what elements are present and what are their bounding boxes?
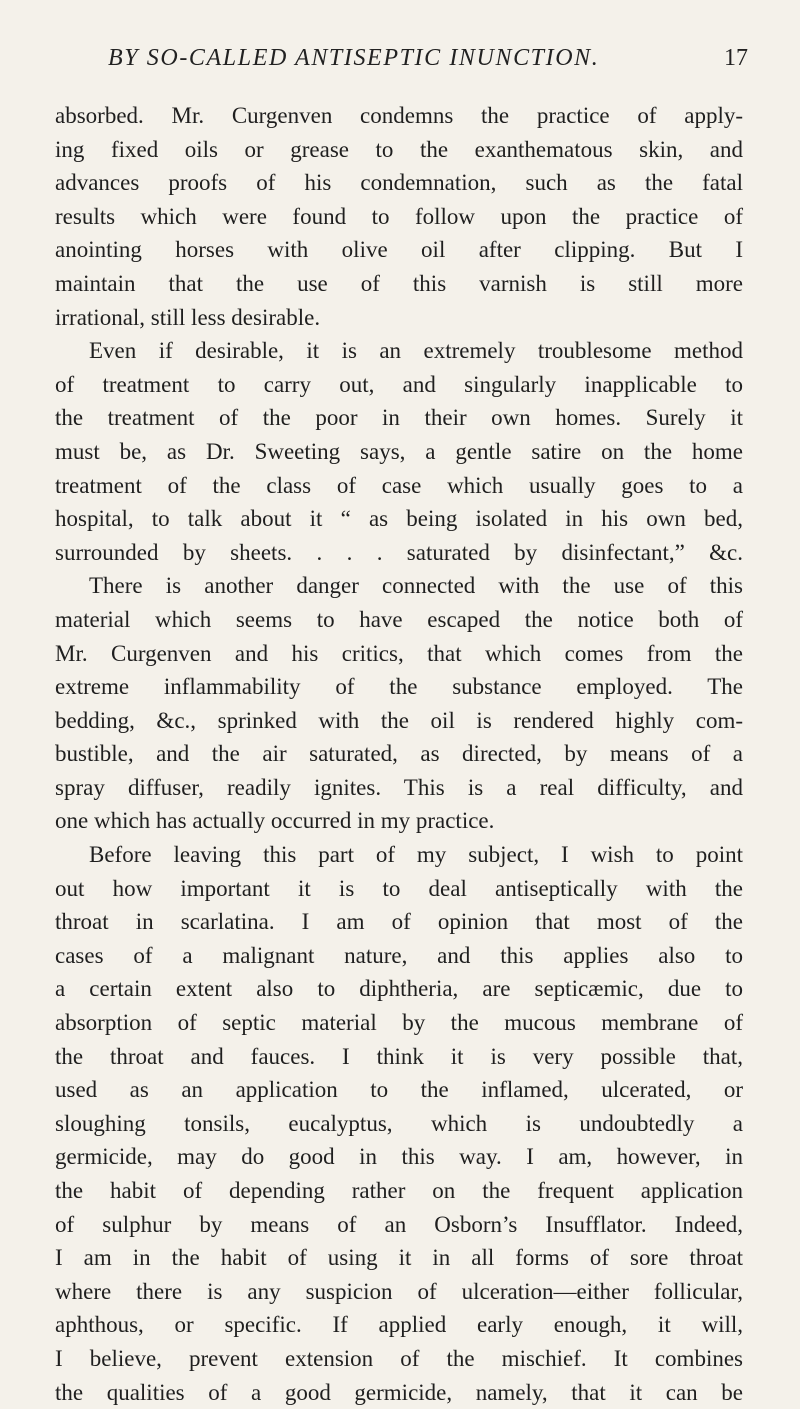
text-line: ing fixed oils or grease to the exanthematous skin, and — [55, 136, 743, 162]
running-head — [108, 45, 748, 85]
text-line: surrounded by sheets. . . . saturated by disinfectant,” &c. — [55, 539, 743, 565]
text-line: where there is any suspicion of ulceration—either follicular, — [55, 1278, 743, 1304]
text-line: aphthous, or specific. If applied early enough, it will, — [55, 1312, 743, 1338]
text-line: treatment of the class of case which usually goes to a — [55, 472, 743, 498]
text-line: used as an application to the inflamed, ulcerated, or — [55, 1077, 743, 1103]
text-line: of treatment to carry out, and singularly inapplicable to — [55, 371, 743, 397]
text-line: throat in scarlatina. I am of opinion that most of the — [55, 909, 743, 935]
text-line: cases of a malignant nature, and this applies also to — [55, 942, 743, 968]
text-line: I am in the habit of using it in all forms of sore throat — [55, 1245, 743, 1271]
text-line: out how important it is to deal antiseptically with the — [55, 875, 743, 901]
text-line: hospital, to talk about it “ as being isolated in his own bed, — [55, 506, 743, 532]
text-line: sloughing tonsils, eucalyptus, which is undoubtedly a — [55, 1110, 743, 1136]
text-line: extreme inflammability of the substance employed. The — [55, 674, 743, 700]
body-text — [55, 99, 743, 1409]
text-line: spray diffuser, readily ignites. This is a real difficulty, and — [55, 774, 743, 800]
text-line: I believe, prevent extension of the mischief. It combines — [55, 1345, 743, 1371]
text-line: the treatment of the poor in their own homes. Surely it — [55, 405, 743, 431]
text-line: Mr. Curgenven and his critics, that which comes from the — [55, 640, 743, 666]
paragraph-start-line: Before leaving this part of my subject, I wish to point — [89, 842, 743, 868]
text-line: one which has actually occurred in my practice. — [55, 808, 495, 834]
paragraph-start-line: Even if desirable, it is an extremely troublesome method — [89, 338, 743, 364]
text-line: material which seems to have escaped the notice both of — [55, 606, 743, 632]
paragraph-start-line: There is another danger connected with the use of this — [89, 573, 743, 599]
text-line: bedding, &c., sprinked with the oil is rendered highly com- — [55, 707, 743, 733]
page-number: 17 — [724, 45, 748, 71]
text-line: the throat and fauces. I think it is very possible that, — [55, 1043, 743, 1069]
text-line: germicide, may do good in this way. I am, however, in — [55, 1144, 743, 1170]
text-line: advances proofs of his condemnation, such as the fatal — [55, 170, 743, 196]
text-line: must be, as Dr. Sweeting says, a gentle satire on the home — [55, 438, 743, 464]
text-line: a certain extent also to diphtheria, are septicæmic, due to — [55, 976, 743, 1002]
text-line: absorption of septic material by the mucous membrane of — [55, 1010, 743, 1036]
text-line: results which were found to follow upon the practice of — [55, 203, 743, 229]
text-line: the qualities of a good germicide, namely, that it can be — [55, 1379, 743, 1405]
text-line: absorbed. Mr. Curgenven condemns the practice of apply- — [55, 103, 743, 128]
text-line: anointing horses with olive oil after clipping. But I — [55, 237, 743, 263]
text-line: irrational, still less desirable. — [55, 304, 321, 330]
text-line: bustible, and the air saturated, as directed, by means of a — [55, 741, 743, 767]
text-line: the habit of depending rather on the frequent application — [55, 1178, 743, 1203]
text-line: maintain that the use of this varnish is still more — [55, 270, 743, 296]
text-line: of sulphur by means of an Osborn’s Insufflator. Indeed, — [55, 1211, 743, 1237]
running-title: BY SO-CALLED ANTISEPTIC INUNCTION. — [108, 45, 600, 71]
